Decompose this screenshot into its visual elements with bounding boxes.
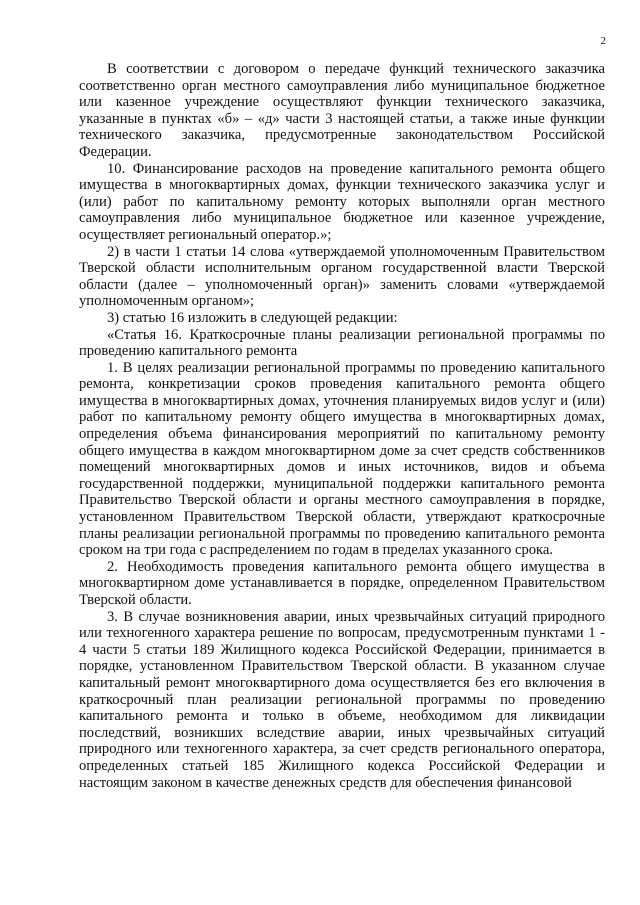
paragraph-article-16-item-3: 3. В случае возникновения аварии, иных чрезвычайных ситуаций природного или техногенного характера решение по вопросам, предусмотренным пунктами 1 - 4 части 5 статьи 189 Жилищного кодекса Российской Федерации, принимается в порядке, установленном Правительством Тверской области. В указанном случае капитальный ремонт многоквартирного дома осуществляется без его включения в краткосрочный план реализации региональной программы по проведению капитального ремонта и только в объеме, необходимом для ликвидации последствий, возникших вследствие аварии, иных чрезвычайных ситуаций природного или техногенного характера, за счет средств регионального оператора, определенных статьей 185 Жилищного кодекса Российской Федерации и настоящим законом в качестве денежных средств для обеспечения финансовой — [79, 608, 605, 791]
paragraph-amendment-2: 2) в части 1 статьи 14 слова «утверждаемой уполномоченным Правительством Тверской области исполнительным органом государственной власти Тверской области (далее – уполномоченный орган)» заменить словами «утверждаемой уполномоченным органом»; — [79, 243, 605, 310]
paragraph-item-10-financing: 10. Финансирование расходов на проведение капитального ремонта общего имущества в многоквартирных домах, функции технического заказчика услуг и (или) работ по капитальному ремонту которых выполняли орган местного самоуправления либо муниципальное бюджетное или казенное учреждение, осуществляет региональный оператор.»; — [79, 160, 605, 243]
paragraph-article-16-item-2: 2. Необходимость проведения капитального ремонта общего имущества в многоквартирном доме устанавливается в порядке, определенном Правительством Тверской области. — [79, 558, 605, 608]
paragraph-technical-customer-contract: В соответствии с договором о передаче функций технического заказчика соответственно орган местного самоуправления либо муниципальное бюджетное или казенное учреждение осуществляют функции технического заказчика, указанные в пунктах «б» – «д» части 3 настоящей статьи, а также иные функции технического заказчика, предусмотренные законодательством Российской Федерации. — [79, 61, 605, 160]
paragraph-amendment-3: 3) статью 16 изложить в следующей редакции: — [107, 309, 398, 326]
article-16-heading: «Статья 16. Краткосрочные планы реализации региональной программы по проведению капитального ремонта — [79, 326, 605, 360]
document-body — [79, 61, 605, 791]
page-number: 2 — [600, 35, 606, 47]
paragraph-article-16-item-1: 1. В целях реализации региональной программы по проведению капитального ремонта, конкретизации сроков проведения капитального ремонта общего имущества в многоквартирных домах, уточнения планируемых видов услуг и (или) работ по капитальному ремонту общего имущества в многоквартирных домах, определения объема финансирования мероприятий по капитальному ремонту общего имущества в каждом многоквартирном доме за счет средств собственников помещений многоквартирных домов и иных источников, видов и объема государственной поддержки, муниципальной поддержки капитального ремонта Правительство Тверской области и органы местного самоуправления в порядке, установленном Правительством Тверской области, утверждают краткосрочные планы реализации региональной программы по проведению капитального ремонта сроком на три года с распределением по годам в пределах указанного срока. — [79, 359, 605, 559]
